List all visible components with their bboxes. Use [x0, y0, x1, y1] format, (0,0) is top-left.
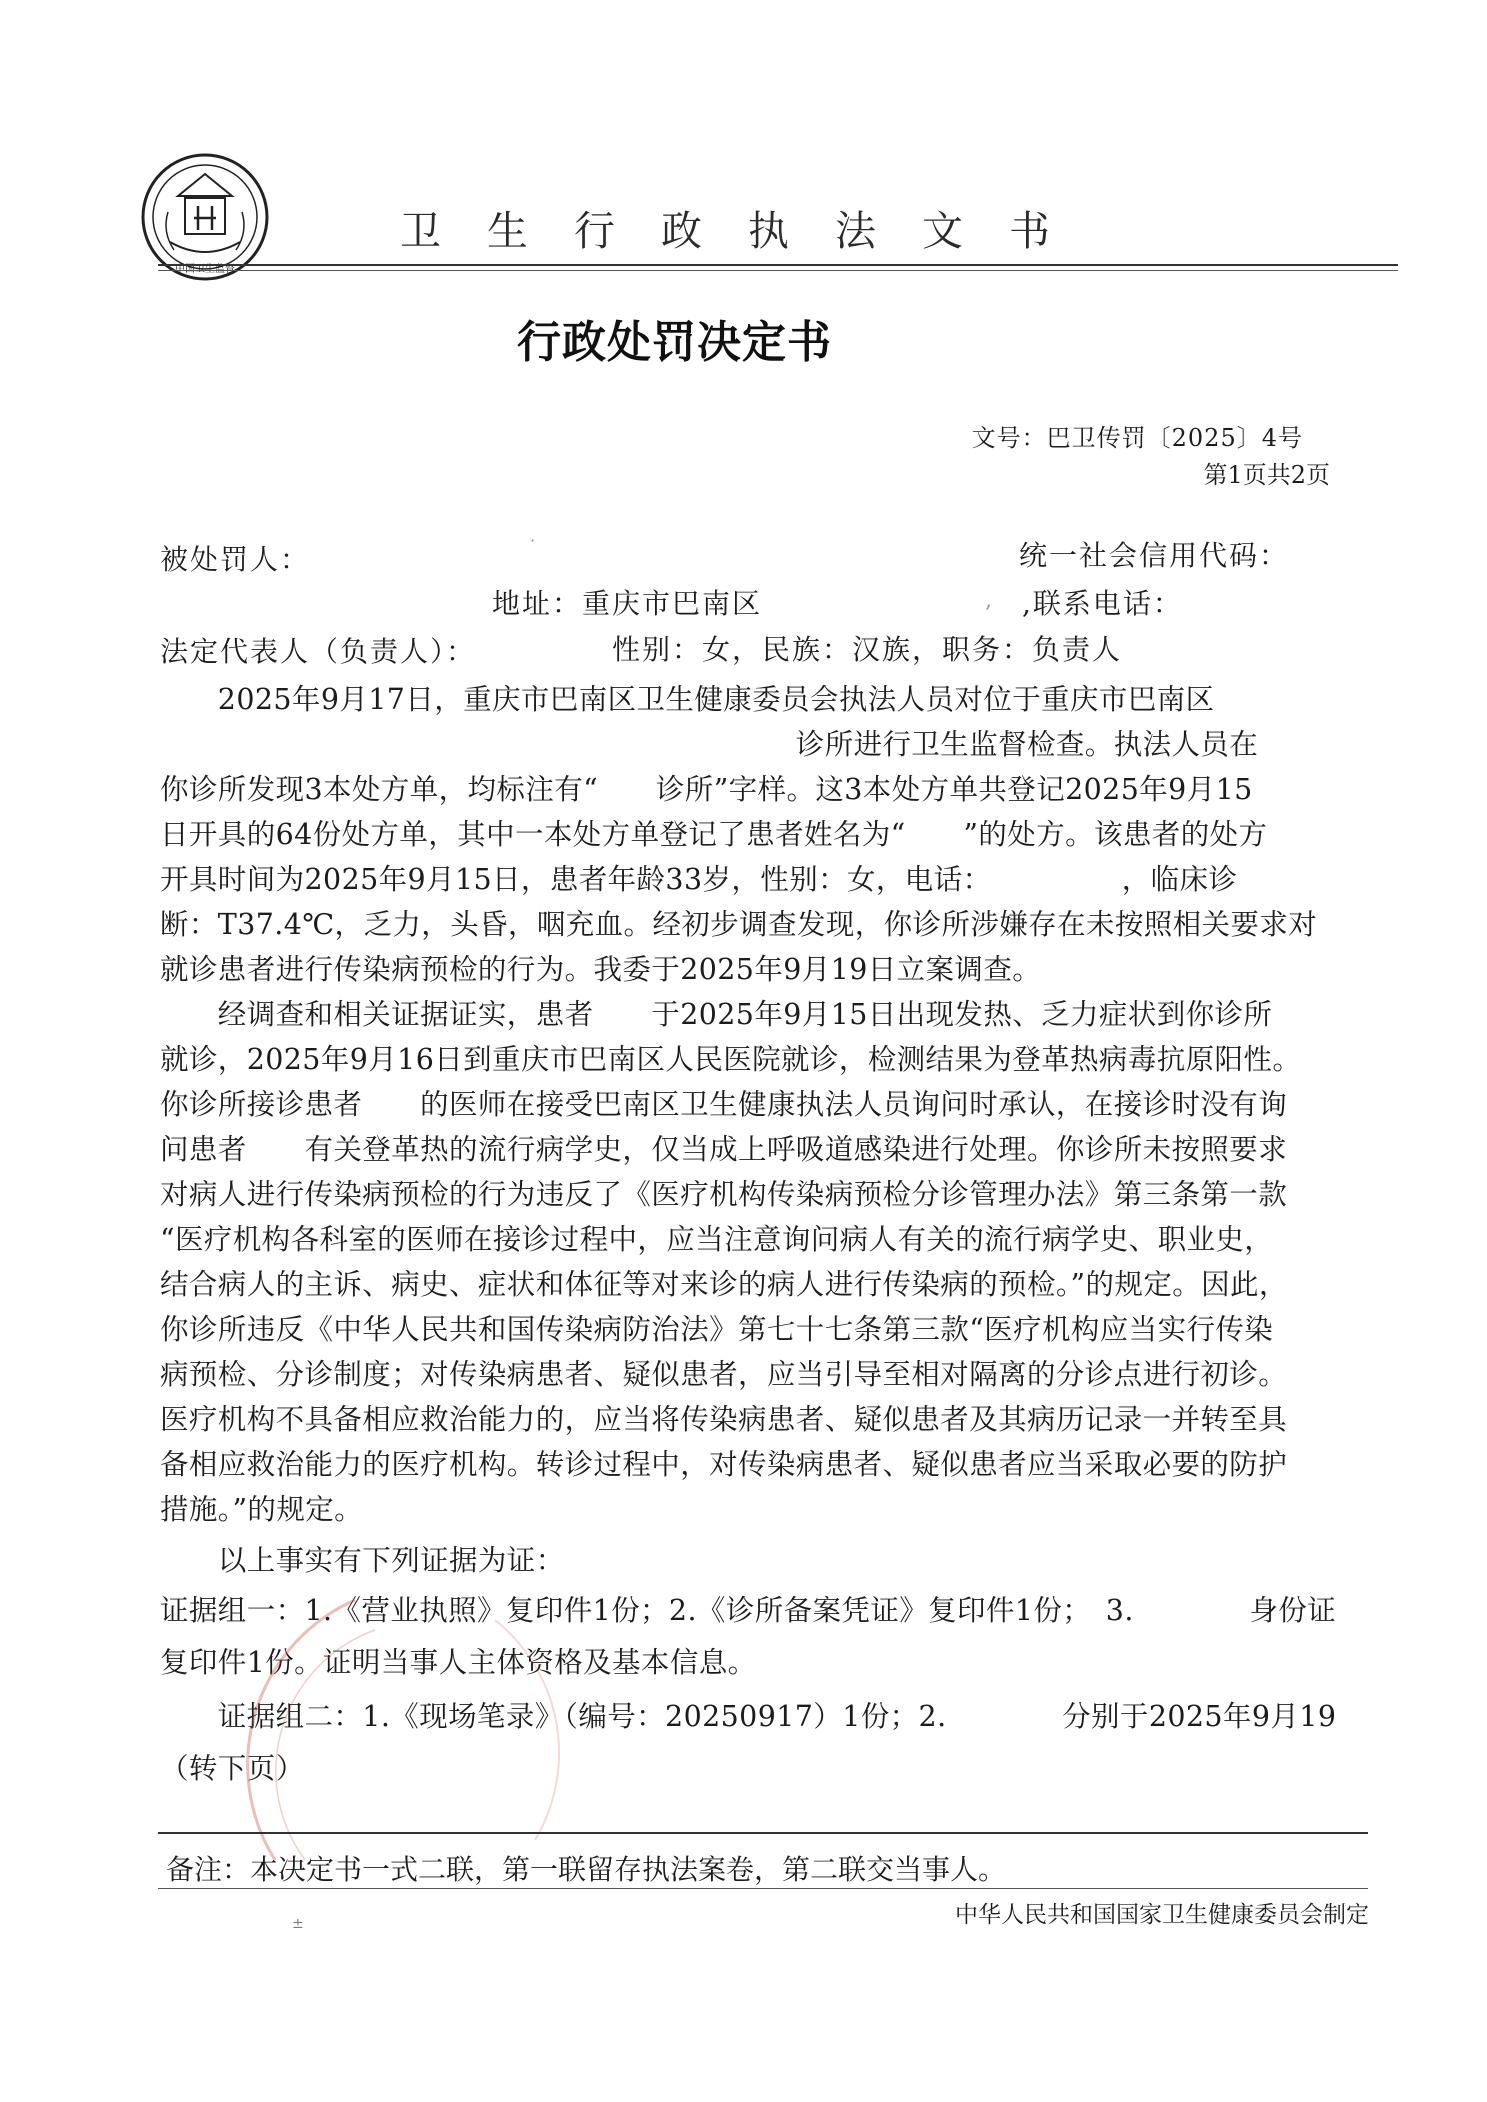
body-line: 医疗机构不具备相应救治能力的，应当将传染病患者、疑似患者及其病历记录一并转至具 — [160, 1403, 1288, 1436]
header-rule — [158, 264, 1398, 266]
footer-note: 备注：本决定书一式二联，第一联留存执法案卷，第二联交当事人。 — [166, 1853, 1007, 1886]
body-line: 你诊所违反《中华人民共和国传染病防治法》第七十七条第三款“医疗机构应当实行传染 — [160, 1313, 1274, 1346]
body-line: 病预检、分诊制度；对传染病患者、疑似患者，应当引导至相对隔离的分诊点进行初诊。 — [160, 1358, 1288, 1391]
body-line: 就诊，2025年9月16日到重庆市巴南区人民医院就诊，检测结果为登革热病毒抗原阳性。 — [160, 1043, 1302, 1076]
body-line: 结合病人的主诉、病史、症状和体征等对来诊的病人进行传染病的预检。”的规定。因此， — [160, 1268, 1288, 1301]
page-indicator: 第1页共2页 — [1203, 461, 1330, 489]
header-rule-thin — [158, 270, 1398, 271]
body-line: 经调查和相关证据证实，患者 于2025年9月15日出现发热、乏力症状到你诊所 — [160, 998, 1273, 1031]
body-line: 证据组二：1.《现场笔录》（编号：20250917）1份；2. 分别于2025年9月19 — [160, 1700, 1337, 1733]
document-number: 文号：巴卫传罚〔2025〕4号 — [971, 424, 1303, 452]
emblem-text: 中国卫生监督 — [175, 264, 235, 275]
body-line: 证据组一：1.《营业执照》复印件1份；2.《诊所备案凭证》复印件1份； 3. 身份证 — [160, 1594, 1337, 1627]
header-title: 卫生行政执法文书 — [400, 207, 1096, 255]
address-label: 地址：重庆市巴南区 — [492, 587, 763, 620]
legal-rep-info: 性别：女，民族：汉族，职务：负责人 — [612, 633, 1123, 666]
body-line: 备相应救治能力的医疗机构。转诊过程中，对传染病患者、疑似患者应当采取必要的防护 — [160, 1448, 1288, 1481]
body-line: 就诊患者进行传染病预检的行为。我委于2025年9月19日立案调查。 — [160, 953, 1042, 986]
credit-code-label: 统一社会信用代码： — [1019, 539, 1290, 572]
body-line: 开具时间为2025年9月15日，患者年龄33岁，性别：女，电话： ，临床诊 — [160, 863, 1238, 896]
phone-label: ,联系电话： — [1022, 587, 1183, 620]
redaction-mark: · — [530, 531, 536, 550]
respondent-label: 被处罚人： — [160, 543, 311, 576]
footer-rule — [158, 1832, 1368, 1834]
document-title: 行政处罚决定书 — [517, 317, 832, 368]
body-line: 你诊所发现3本处方单，均标注有“ 诊所”字样。这3本处方单共登记2025年9月15 — [160, 773, 1253, 806]
body-line: 以上事实有下列证据为证： — [160, 1544, 565, 1577]
body-line: 问患者 有关登革热的流行病学史，仅当成上呼吸道感染进行处理。你诊所未按照要求 — [160, 1133, 1288, 1166]
body-line: 措施。”的规定。 — [160, 1493, 364, 1526]
body-line: 复印件1份。证明当事人主体资格及基本信息。 — [160, 1646, 757, 1679]
scan-mark: ± — [292, 1916, 304, 1932]
body-line: 你诊所接诊患者 的医师在接受巴南区卫生健康执法人员询问时承认，在接诊时没有询 — [160, 1088, 1288, 1121]
body-line: 日开具的64份处方单，其中一本处方单登记了患者姓名为“ ”的处方。该患者的处方 — [160, 818, 1268, 851]
redaction-mark: , — [985, 588, 992, 613]
legal-rep-label: 法定代表人（负责人）： — [160, 635, 477, 668]
body-line: 对病人进行传染病预检的行为违反了《医疗机构传染病预检分诊管理办法》第三条第一款 — [160, 1178, 1288, 1211]
footer-issuer: 中华人民共和国国家卫生健康委员会制定 — [955, 1902, 1369, 1928]
body-line: 诊所进行卫生监督检查。执法人员在 — [160, 728, 1259, 761]
continued-note: （转下页） — [160, 1752, 305, 1785]
body-line: “医疗机构各科室的医师在接诊过程中，应当注意询问病人有关的流行病学史、职业史， — [160, 1223, 1274, 1256]
footer-rule-thin — [158, 1888, 1368, 1889]
body-line: 2025年9月17日，重庆市巴南区卫生健康委员会执法人员对位于重庆市巴南区 — [160, 683, 1215, 716]
health-supervision-emblem — [140, 152, 270, 282]
body-line: 断：T37.4℃，乏力，头昏，咽充血。经初步调查发现，你诊所涉嫌存在未按照相关要求对 — [160, 908, 1318, 941]
